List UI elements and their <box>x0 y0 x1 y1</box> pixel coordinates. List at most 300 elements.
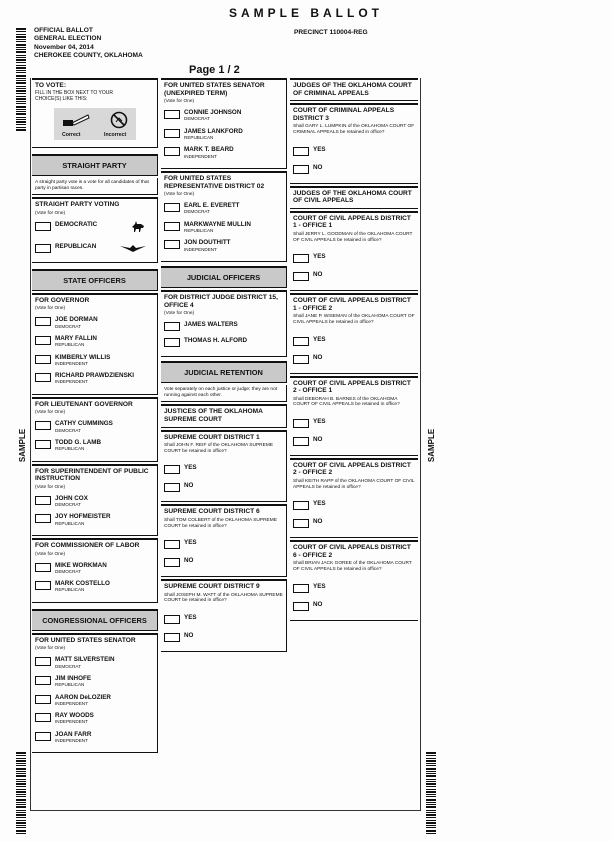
timing-mark <box>426 763 436 764</box>
timing-mark <box>16 768 26 770</box>
timing-mark <box>16 804 26 805</box>
timing-mark <box>16 55 26 56</box>
timing-mark <box>16 57 26 58</box>
timing-mark <box>426 752 436 754</box>
timing-mark <box>16 75 26 77</box>
candidate-info <box>55 420 113 433</box>
no-label: NO <box>313 518 323 526</box>
candidate-option[interactable] <box>164 202 283 215</box>
yes-label: YES <box>184 613 197 621</box>
timing-mark <box>16 65 26 66</box>
vote-oval[interactable] <box>164 558 180 567</box>
timing-mark <box>16 825 26 826</box>
yes-label: YES <box>313 500 326 508</box>
candidate-name: EARL E. EVERETT <box>184 202 240 210</box>
ballot-title: SAMPLE BALLOT <box>229 6 383 20</box>
contest-supreme-court-district-9 <box>161 579 287 652</box>
option-yes[interactable] <box>293 583 415 593</box>
party-name: DEMOCRATIC <box>55 220 98 228</box>
yes-label: YES <box>313 582 326 590</box>
candidate-name: JAMES WALTERS <box>184 321 238 329</box>
no-label: NO <box>313 163 323 171</box>
timing-mark <box>16 833 26 834</box>
contest-supreme-court-district-6 <box>161 504 287 577</box>
vote-oval[interactable] <box>293 584 309 593</box>
timing-mark <box>426 758 436 759</box>
pen-marking-icon <box>62 113 90 131</box>
vote-instruction: (Vote for One) <box>35 410 66 416</box>
retention-question: Shall JERRY L. GOODMAN of the OKLAHOMA COURT OF CIVIL APPEALS be retained in office? <box>293 231 413 243</box>
contest-title: COURT OF CRIMINAL APPEALS DISTRICT 3 <box>293 107 395 122</box>
header-line: CHEROKEE COUNTY, OKLAHOMA <box>34 52 143 60</box>
section-straight-party: STRAIGHT PARTY <box>32 154 158 176</box>
option-yes[interactable] <box>293 500 415 510</box>
candidate-info <box>55 439 101 452</box>
candidate-info <box>55 335 97 348</box>
candidate-option[interactable] <box>35 656 154 669</box>
timing-marks-bottom-right <box>426 752 436 835</box>
contest-supreme-court-district-1 <box>161 430 287 503</box>
vote-oval[interactable] <box>293 501 309 510</box>
section-state-officers: STATE OFFICERS <box>32 269 158 291</box>
candidate-name: MARKWAYNE MULLIN <box>184 220 251 228</box>
candidate-name: THOMAS H. ALFORD <box>184 337 248 345</box>
candidate-option[interactable] <box>164 321 283 331</box>
candidate-party: DEMOCRAT <box>184 116 210 122</box>
timing-mark <box>16 62 26 63</box>
vote-oval[interactable] <box>293 165 309 174</box>
option-yes[interactable] <box>164 539 283 549</box>
contest-title: COURT OF CIVIL APPEALS DISTRICT 1 - OFFICE 2 <box>293 297 411 312</box>
vote-oval[interactable] <box>35 713 51 722</box>
timing-mark <box>16 775 26 777</box>
timing-mark <box>426 802 436 803</box>
candidate-name: MARY FALLIN <box>55 334 97 342</box>
retention-question: Shall JOHN F. REIF of the OKLAHOMA SUPREME COURT be retained in office? <box>164 443 274 454</box>
vote-oval[interactable] <box>35 514 51 523</box>
candidate-party: REPUBLICAN <box>184 135 214 140</box>
vote-instruction: (Vote for One) <box>164 99 195 105</box>
timing-mark <box>16 806 26 808</box>
timing-mark <box>16 810 26 811</box>
candidate-option[interactable] <box>164 337 283 347</box>
yes-label: YES <box>184 464 197 472</box>
candidate-option[interactable] <box>35 316 154 329</box>
candidate-name: RAY WOODS <box>55 712 94 720</box>
timing-mark <box>16 72 26 73</box>
civil-appeals-heading-box <box>290 186 418 209</box>
timing-mark <box>16 129 26 131</box>
vote-oval[interactable] <box>293 419 309 428</box>
timing-mark <box>16 88 26 89</box>
timing-mark <box>426 812 436 813</box>
contest-commissioner-of-labor <box>32 538 158 603</box>
vote-instruction: (Vote for One) <box>164 311 195 317</box>
timing-mark <box>426 771 436 772</box>
timing-mark <box>16 830 26 832</box>
yes-label: YES <box>313 253 326 261</box>
vote-oval[interactable] <box>35 440 51 449</box>
timing-mark <box>16 59 26 61</box>
timing-mark <box>16 80 26 81</box>
candidate-info <box>55 562 107 575</box>
contest-title: SUPREME COURT DISTRICT 6 <box>164 508 260 516</box>
vote-oval[interactable] <box>164 147 180 156</box>
retention-question: Shall BRIAN JACK GOREE of the OKLAHOMA COURT OF CIVIL APPEALS be retained in office? <box>293 561 412 573</box>
justices-heading-box <box>161 404 287 427</box>
contest-title: FOR COMMISSIONER OF LABOR <box>35 542 140 550</box>
timing-mark <box>426 765 436 766</box>
timing-mark <box>16 752 26 754</box>
timing-mark <box>16 827 26 828</box>
contest-title: COURT OF CIVIL APPEALS DISTRICT 1 - OFFICE 1 <box>293 214 411 230</box>
no-label: NO <box>184 482 194 490</box>
candidate-info <box>55 513 111 526</box>
candidate-party: INDEPENDENT <box>55 360 88 366</box>
timing-mark <box>426 814 436 816</box>
candidate-option[interactable] <box>35 580 154 593</box>
vote-oval[interactable] <box>293 437 309 446</box>
candidate-option[interactable] <box>35 675 154 688</box>
contest-civil-appeals-d6-o2 <box>290 540 418 620</box>
timing-mark <box>426 827 436 828</box>
timing-mark <box>16 36 26 38</box>
candidate-party: INDEPENDENT <box>184 246 217 252</box>
vote-oval[interactable] <box>35 244 51 253</box>
retention-description: Vote separately on each justice or judge; they are not running against each other. <box>161 385 287 402</box>
yes-label: YES <box>313 335 326 343</box>
yes-label: YES <box>313 417 326 425</box>
timing-mark <box>426 775 436 777</box>
retention-question: Shall JANE P. WISEMAN of the OKLAHOMA COURT OF CIVIL APPEALS be retained in office? <box>293 314 415 325</box>
timing-mark <box>16 106 26 108</box>
vote-oval[interactable] <box>35 581 51 590</box>
timing-mark <box>16 817 26 818</box>
timing-mark <box>16 820 26 821</box>
timing-mark <box>16 103 26 104</box>
contest-district-judge <box>161 290 287 357</box>
candidate-option[interactable] <box>35 495 154 508</box>
timing-mark <box>16 96 26 97</box>
timing-mark <box>426 789 436 790</box>
candidate-info <box>184 128 243 141</box>
vote-oval[interactable] <box>35 355 51 364</box>
timing-mark <box>16 90 26 92</box>
retention-question: Shall GARY L. LUMPKIN of the OKLAHOMA COURT OF CRIMINAL APPEALS be retained in office? <box>293 124 415 135</box>
option-no[interactable] <box>293 271 415 281</box>
contest-title: FOR LIEUTENANT GOVERNOR <box>35 400 133 408</box>
candidate-name: MATT SILVERSTEIN <box>55 656 115 664</box>
timing-mark <box>16 760 26 762</box>
timing-mark <box>16 127 26 128</box>
no-label: NO <box>184 631 194 639</box>
option-republican[interactable] <box>35 243 154 253</box>
vote-oval[interactable] <box>293 519 309 528</box>
vote-oval[interactable] <box>164 203 180 212</box>
timing-mark <box>426 773 436 774</box>
vote-oval[interactable] <box>35 222 51 231</box>
vote-oval[interactable] <box>35 695 51 704</box>
option-yes[interactable] <box>293 146 415 156</box>
option-yes[interactable] <box>293 336 415 346</box>
vote-instruction: (Vote for One) <box>35 306 66 312</box>
option-yes[interactable] <box>293 253 415 263</box>
option-democratic[interactable] <box>35 221 154 231</box>
instructions-box <box>32 78 158 148</box>
timing-mark <box>16 82 26 84</box>
option-no[interactable] <box>164 632 283 642</box>
timing-mark <box>16 786 26 787</box>
timing-mark <box>16 791 26 793</box>
candidate-party: DEMOCRAT <box>55 502 81 508</box>
option-no[interactable] <box>293 436 415 446</box>
instructions-title: TO VOTE: <box>35 82 67 89</box>
incorrect-label: Incorrect <box>104 132 127 138</box>
candidate-party: REPUBLICAN <box>55 682 85 688</box>
timing-mark <box>16 44 26 46</box>
civil-appeals-heading: JUDGES OF THE OKLAHOMA COURT OF CIVIL APPEALS <box>293 189 412 205</box>
contest-governor <box>32 293 158 395</box>
candidate-info <box>55 580 110 593</box>
candidate-info <box>184 202 240 215</box>
timing-mark <box>16 789 26 790</box>
vote-oval[interactable] <box>35 732 51 741</box>
ballot-column-3 <box>290 78 418 623</box>
yes-label: YES <box>313 145 326 153</box>
candidate-name: JIM INHOFE <box>55 675 92 683</box>
option-no[interactable] <box>164 482 283 492</box>
no-label: NO <box>184 557 194 565</box>
candidate-option[interactable] <box>164 221 283 234</box>
page-number: Page 1 / 2 <box>189 64 240 76</box>
timing-mark <box>426 799 436 801</box>
candidate-info <box>55 316 98 329</box>
vote-oval[interactable] <box>293 147 309 156</box>
no-label: NO <box>313 353 323 361</box>
candidate-option[interactable] <box>35 420 154 433</box>
vote-oval[interactable] <box>35 373 51 382</box>
candidate-info <box>184 321 238 328</box>
timing-mark <box>16 34 26 35</box>
timing-mark <box>426 783 436 785</box>
timing-mark <box>16 93 26 94</box>
vote-oval[interactable] <box>35 421 51 430</box>
timing-mark <box>16 796 26 797</box>
contest-title: FOR DISTRICT JUDGE DISTRICT 15, OFFICE 4 <box>164 294 278 309</box>
option-no[interactable] <box>293 601 415 611</box>
timing-mark <box>426 822 436 824</box>
candidate-party: REPUBLICAN <box>55 587 85 593</box>
candidate-info <box>184 109 241 122</box>
option-no[interactable] <box>164 557 283 567</box>
vote-oval[interactable] <box>164 110 180 119</box>
precinct-label: PRECINCT 110004-REG <box>294 29 368 36</box>
timing-mark <box>16 31 26 32</box>
vote-oval[interactable] <box>164 338 180 347</box>
section-judicial-retention: JUDICIAL RETENTION <box>161 361 287 383</box>
timing-mark <box>16 86 26 87</box>
candidate-info <box>55 675 91 688</box>
timing-mark <box>16 119 26 120</box>
party-name: REPUBLICAN <box>55 242 97 250</box>
timing-mark <box>16 822 26 824</box>
contest-title: SUPREME COURT DISTRICT 9 <box>164 583 260 591</box>
no-label: NO <box>313 435 323 443</box>
candidate-option[interactable] <box>35 372 154 385</box>
vote-oval[interactable] <box>164 222 180 231</box>
vote-oval[interactable] <box>293 254 309 263</box>
vote-instruction: (Vote for One) <box>164 192 195 198</box>
contest-civil-appeals-d1-o1 <box>290 211 418 291</box>
candidate-option[interactable] <box>35 354 154 367</box>
candidate-party: INDEPENDENT <box>184 153 217 159</box>
vote-instruction: (Vote for One) <box>35 210 66 216</box>
vote-oval[interactable] <box>35 496 51 505</box>
candidate-option[interactable] <box>35 731 154 744</box>
option-no[interactable] <box>293 518 415 528</box>
vote-oval[interactable] <box>164 129 180 138</box>
option-yes[interactable] <box>164 464 283 474</box>
timing-mark <box>16 39 26 40</box>
criminal-appeals-heading-box <box>290 78 418 101</box>
candidate-info <box>55 694 111 707</box>
ballot-column-1 <box>32 78 158 755</box>
contest-us-representative <box>161 171 287 262</box>
candidate-info <box>184 146 234 159</box>
incorrect-mark-icon <box>110 111 128 129</box>
candidate-party: REPUBLICAN <box>55 520 85 526</box>
vote-oval[interactable] <box>293 272 309 281</box>
vote-oval[interactable] <box>164 540 180 549</box>
candidate-option[interactable] <box>35 513 154 526</box>
timing-mark <box>426 806 436 808</box>
candidate-info <box>184 239 231 252</box>
timing-mark <box>16 781 26 782</box>
retention-question: Shall KEITH RAPP of the OKLAHOMA COURT OF CIVIL APPEALS be retained in office? <box>293 479 415 490</box>
timing-mark <box>16 779 26 780</box>
timing-mark <box>16 109 26 110</box>
candidate-option[interactable] <box>35 439 154 452</box>
candidate-party: INDEPENDENT <box>55 738 88 744</box>
timing-mark <box>426 810 436 811</box>
candidate-name: TODD G. LAMB <box>55 439 102 447</box>
vote-oval[interactable] <box>164 633 180 642</box>
candidate-option[interactable] <box>164 239 283 252</box>
contest-title: FOR SUPERINTENDENT OF PUBLIC INSTRUCTION <box>35 467 149 483</box>
candidate-option[interactable] <box>35 694 154 707</box>
timing-mark <box>16 124 26 125</box>
header-line: OFFICIAL BALLOT <box>34 27 93 34</box>
contest-title: STRAIGHT PARTY VOTING <box>35 201 120 209</box>
timing-mark <box>16 78 26 79</box>
section-judicial-officers: JUDICIAL OFFICERS <box>161 266 287 288</box>
vote-oval[interactable] <box>293 355 309 364</box>
timing-mark <box>16 121 26 123</box>
vote-oval[interactable] <box>164 615 180 624</box>
timing-mark <box>426 804 436 805</box>
candidate-party: INDEPENDENT <box>55 379 88 385</box>
candidate-name: MIKE WORKMAN <box>55 561 107 569</box>
option-no[interactable] <box>293 354 415 364</box>
vote-oval[interactable] <box>164 465 180 474</box>
option-yes[interactable] <box>293 418 415 428</box>
candidate-name: MARK T. BEARD <box>184 146 234 154</box>
option-yes[interactable] <box>164 614 283 624</box>
timing-mark <box>16 794 26 795</box>
header-line: November 04, 2014 <box>34 43 94 51</box>
candidate-option[interactable] <box>164 146 283 159</box>
candidate-info <box>55 354 110 367</box>
side-label-right: SAMPLE <box>427 428 437 463</box>
timing-mark <box>16 773 26 774</box>
timing-mark <box>426 825 436 826</box>
timing-mark <box>426 794 436 795</box>
vote-oval[interactable] <box>35 676 51 685</box>
vote-oval[interactable] <box>293 602 309 611</box>
vote-oval[interactable] <box>164 322 180 331</box>
timing-mark <box>426 833 436 834</box>
timing-mark <box>426 786 436 787</box>
vote-oval[interactable] <box>293 337 309 346</box>
candidate-info <box>55 656 115 669</box>
vote-oval[interactable] <box>164 483 180 492</box>
timing-mark <box>426 760 436 762</box>
timing-mark <box>16 47 26 48</box>
timing-mark <box>16 765 26 766</box>
vote-oval[interactable] <box>35 657 51 666</box>
yes-label: YES <box>184 539 197 547</box>
candidate-party: DEMOCRAT <box>55 427 81 433</box>
candidate-name: RICHARD PRAWDZIENSKI <box>55 372 135 380</box>
candidate-party: REPUBLICAN <box>55 342 85 348</box>
vote-oval[interactable] <box>35 563 51 572</box>
vote-instruction: (Vote for One) <box>35 551 66 557</box>
timing-mark <box>16 117 26 118</box>
contest-civil-appeals-d2-o2 <box>290 458 418 538</box>
candidate-option[interactable] <box>164 109 283 122</box>
contest-title: FOR UNITED STATES SENATOR (UNEXPIRED TERM) <box>164 82 265 97</box>
option-no[interactable] <box>293 164 415 174</box>
retention-question: Shall JOSEPH M. WATT of the OKLAHOMA SUPREME COURT be retained in office? <box>164 592 283 604</box>
vote-oval[interactable] <box>164 240 180 249</box>
vote-oval[interactable] <box>35 317 51 326</box>
vote-oval[interactable] <box>35 336 51 345</box>
candidate-name: CONNIE JOHNSON <box>184 109 242 117</box>
candidate-option[interactable] <box>35 335 154 348</box>
candidate-info <box>55 731 91 744</box>
timing-mark <box>16 812 26 813</box>
vote-instruction: (Vote for One) <box>35 484 66 490</box>
candidate-party: REPUBLICAN <box>55 446 85 452</box>
header-line: GENERAL ELECTION <box>34 35 102 43</box>
timing-mark <box>16 51 26 53</box>
candidate-info <box>55 712 94 725</box>
candidate-party: DEMOCRAT <box>55 568 81 574</box>
contest-criminal-appeals-district-3 <box>290 103 418 183</box>
no-label: NO <box>313 271 323 279</box>
candidate-option[interactable] <box>35 712 154 725</box>
timing-mark <box>16 113 26 115</box>
candidate-name: JOAN FARR <box>55 730 92 738</box>
timing-mark <box>16 101 26 102</box>
timing-mark <box>16 771 26 772</box>
timing-mark <box>16 802 26 803</box>
candidate-name: CATHY CUMMINGS <box>55 420 113 428</box>
candidate-option[interactable] <box>164 128 283 141</box>
timing-mark <box>16 763 26 764</box>
candidate-name: JOY HOFMEISTER <box>55 513 111 521</box>
candidate-option[interactable] <box>35 562 154 575</box>
